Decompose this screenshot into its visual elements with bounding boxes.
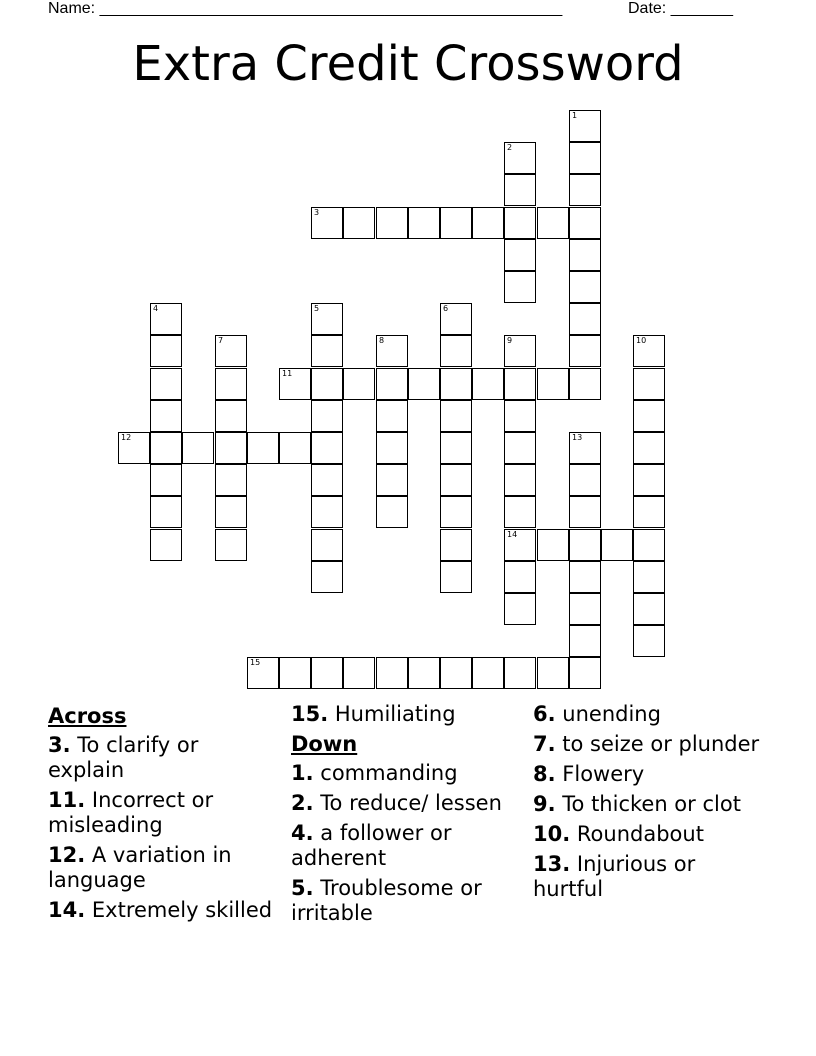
crossword-cell: [150, 335, 182, 367]
cell-number: 12: [121, 433, 132, 442]
crossword-cell: [150, 432, 182, 464]
crossword-cell: [440, 207, 472, 239]
crossword-cell: [215, 335, 247, 367]
clue-text: A variation in language: [48, 843, 232, 892]
crossword-cell: [279, 432, 311, 464]
clue-text: To clarify or explain: [48, 733, 199, 782]
cell-number: 2: [507, 143, 513, 152]
crossword-cell: [633, 593, 665, 625]
crossword-cell: [440, 303, 472, 335]
crossword-cell: [182, 432, 214, 464]
clue-column-1: [48, 702, 278, 928]
clue-text: a follower or adherent: [291, 821, 452, 870]
crossword-cell: [311, 303, 343, 335]
crossword-cell: [440, 496, 472, 528]
clue-column-3: [533, 702, 763, 907]
crossword-cell: [343, 657, 375, 689]
crossword-cell: [569, 174, 601, 206]
crossword-cell: [504, 142, 536, 174]
crossword-cell: [311, 368, 343, 400]
clue-down-13: [533, 852, 763, 902]
crossword-cell: [311, 657, 343, 689]
crossword-cell: [118, 432, 150, 464]
clue-number: 13.: [533, 852, 571, 876]
crossword-cell: [504, 239, 536, 271]
crossword-cell: [504, 561, 536, 593]
crossword-cell: [215, 400, 247, 432]
crossword-cell: [472, 207, 504, 239]
crossword-cell: [408, 657, 440, 689]
crossword-cell: [279, 368, 311, 400]
crossword-cell: [472, 657, 504, 689]
crossword-cell: [504, 593, 536, 625]
cell-number: 8: [379, 336, 385, 345]
crossword-cell: [569, 303, 601, 335]
crossword-cell: [601, 529, 633, 561]
crossword-cell: [633, 335, 665, 367]
clue-number: 6.: [533, 702, 556, 726]
clue-number: 1.: [291, 761, 314, 785]
clue-text: Troublesome or irritable: [291, 876, 482, 925]
crossword-cell: [504, 496, 536, 528]
cell-number: 14: [507, 530, 518, 539]
date-field-label: Date: _______: [628, 0, 733, 17]
clue-text: Injurious or hurtful: [533, 852, 696, 901]
crossword-cell: [633, 496, 665, 528]
crossword-cell: [311, 432, 343, 464]
crossword-cell: [569, 239, 601, 271]
crossword-cell: [569, 142, 601, 174]
crossword-cell: [633, 529, 665, 561]
crossword-cell: [343, 207, 375, 239]
name-field-label: Name: ____________________________________________________: [48, 0, 563, 17]
clue-down-2: [291, 791, 521, 816]
cell-number: 11: [282, 369, 293, 378]
crossword-cell: [311, 496, 343, 528]
clue-text: Roundabout: [576, 822, 704, 846]
crossword-cell: [537, 657, 569, 689]
crossword-cell: [569, 271, 601, 303]
clue-down-8: [533, 762, 763, 787]
crossword-cell: [569, 593, 601, 625]
crossword-cell: [504, 335, 536, 367]
clue-number: 3.: [48, 733, 71, 757]
crossword-cell: [569, 561, 601, 593]
crossword-cell: [440, 432, 472, 464]
crossword-cell: [311, 561, 343, 593]
crossword-cell: [150, 496, 182, 528]
clue-number: 7.: [533, 732, 556, 756]
crossword-cell: [569, 207, 601, 239]
crossword-cell: [569, 464, 601, 496]
crossword-cell: [408, 368, 440, 400]
clue-number: 10.: [533, 822, 571, 846]
clue-number: 5.: [291, 876, 314, 900]
crossword-cell: [311, 207, 343, 239]
clue-across-12: [48, 843, 278, 893]
cell-number: 6: [443, 304, 449, 313]
clue-number: 15.: [291, 702, 329, 726]
clue-across-3: [48, 733, 278, 783]
crossword-cell: [215, 496, 247, 528]
clue-down-5: [291, 876, 521, 926]
clue-down-6: [533, 702, 763, 727]
crossword-cell: [376, 496, 408, 528]
crossword-cell: [633, 432, 665, 464]
crossword-cell: [376, 335, 408, 367]
clue-down-9: [533, 792, 763, 817]
crossword-cell: [569, 110, 601, 142]
crossword-cell: [150, 368, 182, 400]
cell-number: 1: [572, 111, 578, 120]
clue-text: unending: [562, 702, 661, 726]
clue-text: to seize or plunder: [562, 732, 760, 756]
crossword-cell: [569, 657, 601, 689]
clue-text: Humiliating: [334, 702, 456, 726]
page-title: Extra Credit Crossword: [132, 36, 684, 92]
clue-across-14: [48, 898, 278, 923]
cell-number: 4: [153, 304, 159, 313]
crossword-cell: [376, 432, 408, 464]
crossword-cell: [376, 207, 408, 239]
crossword-cell: [247, 432, 279, 464]
crossword-cell: [504, 464, 536, 496]
cell-number: 10: [636, 336, 647, 345]
crossword-cell: [150, 400, 182, 432]
crossword-cell: [537, 368, 569, 400]
crossword-cell: [440, 561, 472, 593]
clue-across-15: [291, 702, 521, 727]
clue-number: 4.: [291, 821, 314, 845]
crossword-cell: [440, 657, 472, 689]
clue-text: To reduce/ lessen: [320, 791, 502, 815]
down-heading: Down: [291, 732, 358, 756]
clue-down-10: [533, 822, 763, 847]
clue-number: 8.: [533, 762, 556, 786]
cell-number: 13: [572, 433, 583, 442]
crossword-cell: [633, 464, 665, 496]
crossword-cell: [504, 529, 536, 561]
clue-number: 12.: [48, 843, 86, 867]
clue-number: 11.: [48, 788, 86, 812]
crossword-cell: [569, 496, 601, 528]
crossword-cell: [504, 657, 536, 689]
clue-column-2: [291, 702, 521, 931]
clue-down-1: [291, 761, 521, 786]
crossword-cell: [504, 271, 536, 303]
crossword-cell: [504, 368, 536, 400]
crossword-cell: [633, 368, 665, 400]
crossword-cell: [569, 432, 601, 464]
crossword-cell: [440, 529, 472, 561]
clue-text: Incorrect or misleading: [48, 788, 214, 837]
clue-number: 14.: [48, 898, 86, 922]
across-heading: Across: [48, 704, 127, 728]
clue-text: Flowery: [562, 762, 645, 786]
crossword-cell: [150, 303, 182, 335]
crossword-cell: [311, 529, 343, 561]
crossword-cell: [215, 464, 247, 496]
crossword-cell: [504, 400, 536, 432]
clue-across-11: [48, 788, 278, 838]
cell-number: 3: [314, 208, 320, 217]
crossword-cell: [150, 529, 182, 561]
crossword-cell: [376, 400, 408, 432]
crossword-cell: [537, 529, 569, 561]
crossword-cell: [215, 368, 247, 400]
crossword-cell: [215, 432, 247, 464]
crossword-cell: [633, 561, 665, 593]
clue-text: Extremely skilled: [91, 898, 273, 922]
crossword-cell: [311, 464, 343, 496]
crossword-cell: [343, 368, 375, 400]
crossword-cell: [569, 529, 601, 561]
crossword-cell: [569, 625, 601, 657]
crossword-cell: [376, 464, 408, 496]
crossword-cell: [504, 432, 536, 464]
crossword-cell: [569, 368, 601, 400]
crossword-cell: [633, 625, 665, 657]
crossword-cell: [376, 657, 408, 689]
clue-text: commanding: [320, 761, 458, 785]
crossword-cell: [440, 400, 472, 432]
crossword-cell: [311, 400, 343, 432]
crossword-cell: [633, 400, 665, 432]
crossword-cell: [569, 335, 601, 367]
crossword-cell: [376, 368, 408, 400]
crossword-cell: [440, 335, 472, 367]
cell-number: 7: [218, 336, 224, 345]
clue-down-7: [533, 732, 763, 757]
crossword-cell: [408, 207, 440, 239]
crossword-cell: [504, 174, 536, 206]
cell-number: 15: [250, 658, 261, 667]
crossword-cell: [440, 368, 472, 400]
clue-down-4: [291, 821, 521, 871]
crossword-cell: [504, 207, 536, 239]
cell-number: 9: [507, 336, 513, 345]
crossword-cell: [279, 657, 311, 689]
crossword-cell: [150, 464, 182, 496]
cell-number: 5: [314, 304, 320, 313]
clue-text: To thicken or clot: [562, 792, 741, 816]
crossword-cell: [311, 335, 343, 367]
crossword-cell: [215, 529, 247, 561]
crossword-cell: [440, 464, 472, 496]
crossword-cell: [537, 207, 569, 239]
clue-number: 9.: [533, 792, 556, 816]
crossword-cell: [247, 657, 279, 689]
crossword-cell: [472, 368, 504, 400]
clue-number: 2.: [291, 791, 314, 815]
